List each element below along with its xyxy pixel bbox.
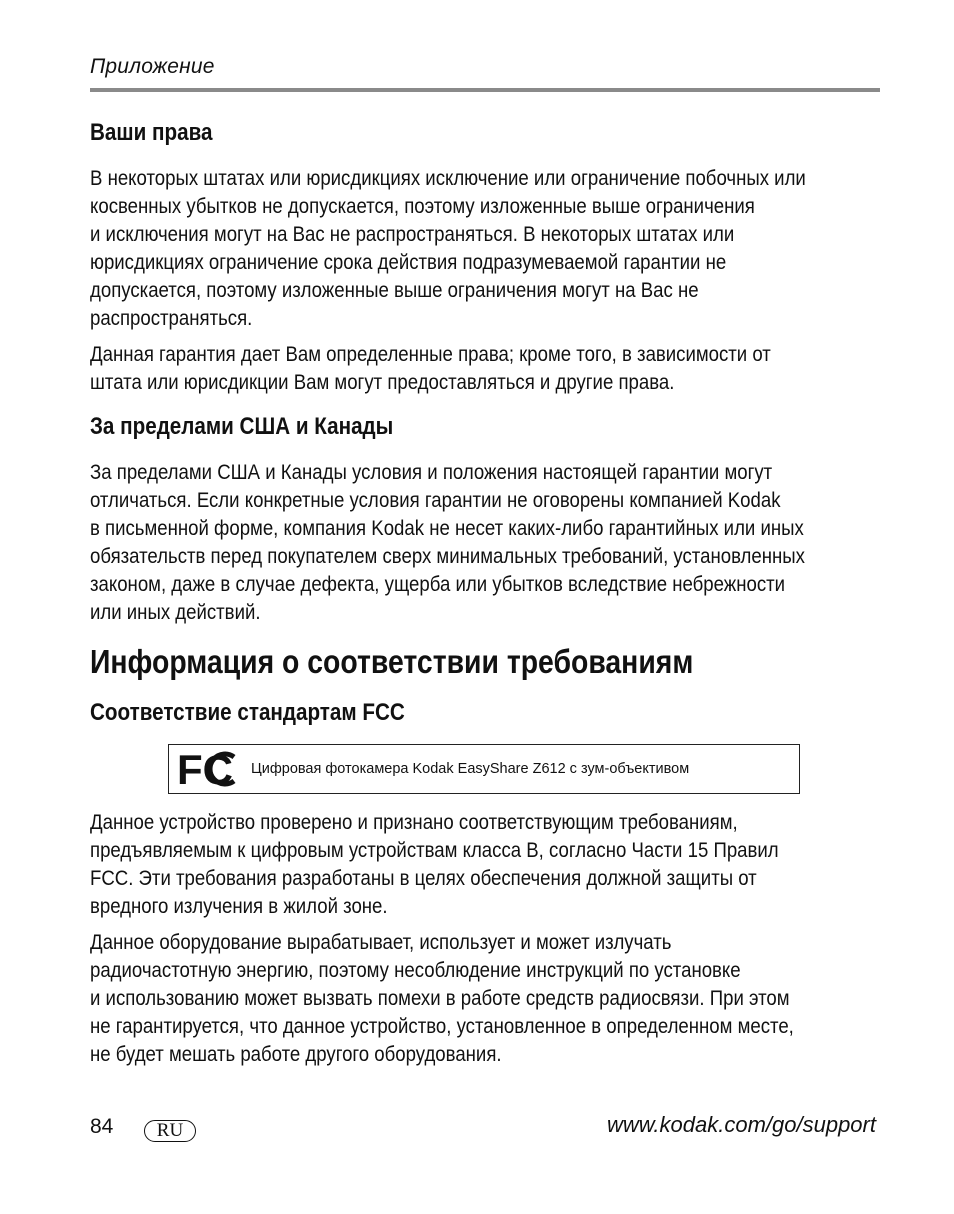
running-header: Приложение bbox=[90, 55, 215, 78]
fcc-box-caption: Цифровая фотокамера Kodak EasyShare Z612 с зум-объективом bbox=[251, 761, 690, 777]
header-rule bbox=[90, 88, 880, 92]
outside-paragraph-1: За пределами США и Канады условия и положения настоящей гарантии могут отличаться. Если конкретные условия гарантии не оговорены компанией Kodak в письменной форме, компания Kodak не несет каких-либо гарантийных или иных обязательств перед покупателем сверх минимальных требований, установленных законом, даже в случае дефекта, ущерба или убытков вследствие небрежности или иных действий. bbox=[90, 460, 805, 624]
page-content bbox=[90, 116, 880, 1068]
fcc-logo-icon bbox=[177, 749, 239, 789]
svg-text:FC: FC bbox=[177, 749, 233, 789]
section-title-outside-us-canada: За пределами США и Канады bbox=[90, 413, 394, 440]
language-badge-label: RU bbox=[156, 1120, 184, 1141]
rights-paragraph-2: Данная гарантия дает Вам определенные права; кроме того, в зависимости от штата или юрисдикции Вам могут предоставляться и другие права. bbox=[90, 342, 771, 394]
support-url-link[interactable]: www.kodak.com/go/support bbox=[606, 1112, 876, 1137]
fcc-paragraph-2: Данное оборудование вырабатывает, использует и может излучать радиочастотную энергию, поэтому несоблюдение инструкций по установке и использованию может вызвать помехи в работе средств радиосвязи. При этом не гарантируется, что данное устройство, установленное в определенном месте, не будет мешать работе другого оборудования. bbox=[90, 930, 794, 1066]
section-title-rights: Ваши права bbox=[90, 119, 213, 146]
document-page bbox=[90, 0, 880, 1214]
fcc-compliance-box bbox=[168, 744, 800, 794]
rights-paragraph-1: В некоторых штатах или юрисдикциях исключение или ограничение побочных или косвенных убытков не допускается, поэтому изложенные выше ограничения и исключения могут на Вас не распространяться. В некоторых штатах или юрисдикциях ограничение срока действия подразумеваемой гарантии не допускается, поэтому изложенные выше ограничения могут на Вас не распространяться. bbox=[90, 166, 806, 330]
language-badge bbox=[144, 1120, 196, 1142]
fcc-section-title: Соответствие стандартам FCC bbox=[90, 699, 405, 726]
compliance-heading: Информация о соответствии требованиям bbox=[90, 643, 694, 680]
page-number: 84 bbox=[90, 1115, 114, 1138]
fcc-paragraph-1: Данное устройство проверено и признано соответствующим требованиям, предъявляемым к цифровым устройствам класса B, согласно Части 15 Правил FCC. Эти требования разработаны в целях обеспечения должной защиты от вредного излучения в жилой зоне. bbox=[90, 810, 779, 918]
